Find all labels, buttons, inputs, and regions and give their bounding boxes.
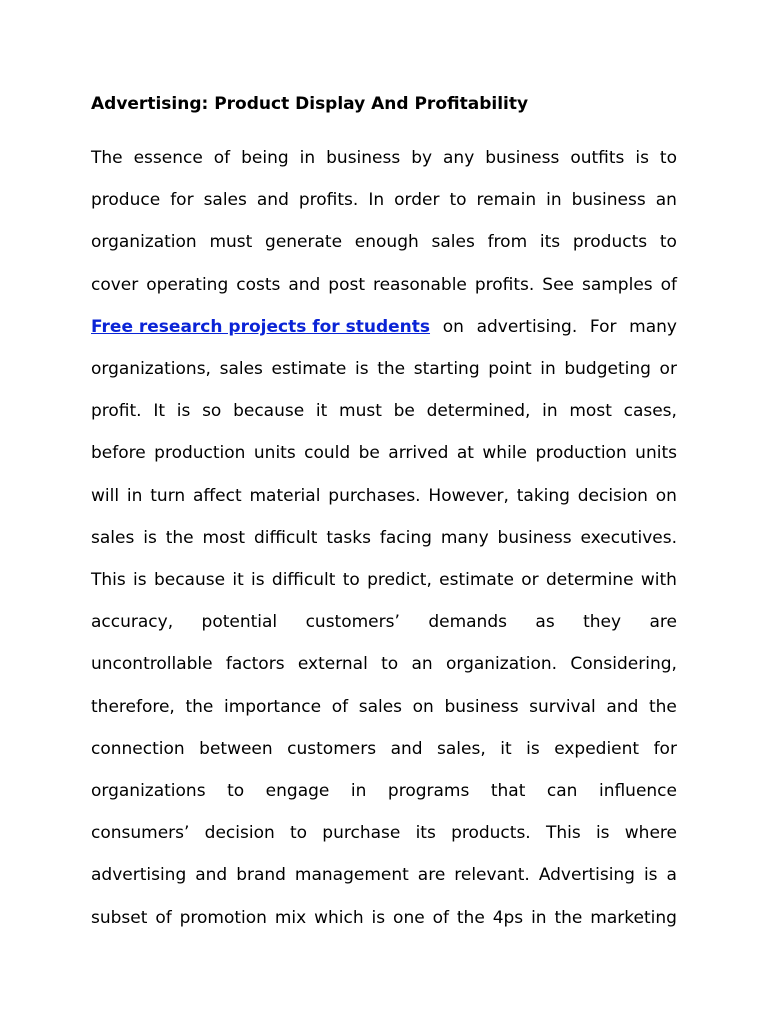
word: to bbox=[342, 570, 360, 590]
word: will bbox=[91, 485, 120, 506]
word: many bbox=[440, 527, 489, 548]
word: outfits bbox=[570, 148, 625, 168]
word: uncontrollable bbox=[91, 654, 213, 675]
word: most bbox=[202, 527, 246, 548]
word: business bbox=[571, 190, 646, 211]
word: being bbox=[241, 148, 289, 168]
word: products bbox=[572, 232, 648, 253]
word: is bbox=[643, 865, 658, 886]
word: on bbox=[655, 485, 677, 506]
word: profits. bbox=[298, 190, 359, 211]
word: taking bbox=[516, 485, 570, 506]
word: is bbox=[635, 148, 649, 168]
text-line bbox=[91, 357, 677, 381]
word: the bbox=[554, 907, 583, 928]
word: determined, bbox=[426, 401, 531, 422]
word: units bbox=[635, 443, 677, 464]
word: that bbox=[490, 781, 526, 801]
word: the bbox=[456, 907, 485, 928]
word: be bbox=[393, 401, 415, 422]
word: determine bbox=[545, 570, 634, 590]
word: while bbox=[482, 443, 527, 464]
word: turn bbox=[150, 485, 186, 506]
word: could bbox=[304, 443, 351, 464]
word: purchases. bbox=[328, 485, 421, 506]
word: is bbox=[354, 359, 369, 379]
word: organizations bbox=[91, 781, 206, 801]
word: can bbox=[546, 781, 578, 801]
word: products. bbox=[451, 823, 531, 844]
word: a bbox=[666, 865, 677, 886]
word: are bbox=[649, 612, 677, 633]
word: it bbox=[232, 570, 244, 590]
word: predict, bbox=[367, 570, 432, 590]
document-title: Advertising: Product Display And Profitability bbox=[91, 94, 529, 114]
word: in bbox=[299, 148, 316, 168]
word: facing bbox=[379, 527, 432, 548]
word: in bbox=[350, 781, 367, 801]
word: and bbox=[256, 190, 289, 211]
word: to bbox=[659, 148, 677, 168]
word: of bbox=[660, 274, 677, 295]
word: profit. bbox=[91, 401, 142, 422]
text-line bbox=[91, 737, 677, 761]
word: of bbox=[331, 696, 349, 717]
word: organization bbox=[91, 232, 197, 253]
text-line bbox=[91, 610, 677, 634]
word: advertising bbox=[91, 865, 187, 886]
word: subset bbox=[91, 907, 148, 928]
word: The bbox=[91, 148, 123, 168]
word: they bbox=[583, 612, 622, 633]
word: and bbox=[390, 738, 423, 759]
word: on bbox=[442, 316, 464, 337]
word: is bbox=[595, 823, 610, 844]
word: estimate bbox=[271, 359, 347, 379]
word: to bbox=[381, 654, 399, 675]
word: many bbox=[629, 316, 677, 337]
word: Advertising bbox=[538, 865, 635, 886]
word: or bbox=[659, 359, 677, 379]
word: purchase bbox=[322, 823, 401, 844]
word: external bbox=[297, 654, 368, 675]
text-line bbox=[91, 188, 677, 212]
word: point bbox=[488, 359, 532, 379]
word: It bbox=[153, 401, 166, 422]
word: customers’ bbox=[305, 612, 400, 633]
word: is bbox=[251, 570, 265, 590]
word: or bbox=[521, 570, 539, 590]
word: mix bbox=[274, 907, 307, 928]
word: post bbox=[328, 274, 365, 295]
word: for bbox=[170, 190, 194, 211]
text-line bbox=[91, 441, 677, 465]
word: promotion bbox=[179, 907, 267, 928]
word: must bbox=[209, 232, 253, 253]
word: enough bbox=[354, 232, 419, 253]
word: to bbox=[659, 232, 677, 253]
word: the bbox=[165, 527, 194, 548]
word: However, bbox=[428, 485, 509, 506]
word: Considering, bbox=[570, 654, 677, 675]
word: difficult bbox=[253, 527, 318, 548]
word: generate bbox=[265, 232, 343, 253]
word: which bbox=[314, 907, 364, 928]
word: advertising. bbox=[476, 316, 578, 337]
word: its bbox=[539, 232, 561, 253]
word: its bbox=[415, 823, 436, 844]
word: as bbox=[535, 612, 555, 633]
word: cover bbox=[91, 274, 139, 295]
text-line bbox=[91, 230, 677, 254]
word: 4ps bbox=[492, 907, 524, 928]
word: estimate bbox=[439, 570, 514, 590]
word: In bbox=[368, 190, 385, 211]
word: any bbox=[443, 148, 475, 168]
word: engage bbox=[265, 781, 330, 801]
word: potential bbox=[201, 612, 278, 633]
word: in bbox=[546, 190, 562, 211]
word: operating bbox=[146, 274, 229, 295]
word: where bbox=[624, 823, 677, 844]
text-line bbox=[91, 906, 677, 930]
word: be bbox=[358, 443, 380, 464]
word: accuracy, bbox=[91, 612, 174, 633]
word: before bbox=[91, 443, 146, 464]
word: is bbox=[371, 907, 386, 928]
word: one bbox=[393, 907, 425, 928]
word: starting bbox=[413, 359, 480, 379]
word: sales, bbox=[437, 738, 486, 759]
word: it bbox=[315, 401, 328, 422]
word: For bbox=[589, 316, 617, 337]
word: in bbox=[531, 907, 547, 928]
word: sales bbox=[203, 190, 247, 211]
word: produce bbox=[91, 190, 161, 211]
word: brand bbox=[236, 865, 286, 886]
word: production bbox=[535, 443, 627, 464]
word: is bbox=[143, 527, 157, 548]
word: are bbox=[417, 865, 446, 886]
word: in bbox=[540, 359, 556, 379]
word: so bbox=[202, 401, 222, 422]
word: an bbox=[655, 190, 677, 211]
word: remain bbox=[476, 190, 537, 211]
word: on bbox=[412, 696, 434, 717]
word: business bbox=[497, 527, 572, 548]
word: from bbox=[487, 232, 528, 253]
word: cases, bbox=[623, 401, 677, 422]
word: is bbox=[526, 738, 540, 759]
word: survival bbox=[529, 696, 596, 717]
text-line bbox=[91, 652, 677, 676]
text-line bbox=[91, 779, 677, 803]
word: of bbox=[213, 148, 231, 168]
word: connection bbox=[91, 738, 185, 759]
word: to bbox=[289, 823, 308, 844]
word: marketing bbox=[590, 907, 677, 928]
word: between bbox=[199, 738, 273, 759]
word: samples bbox=[581, 274, 653, 295]
text-line bbox=[91, 484, 677, 508]
word: in bbox=[542, 401, 558, 422]
word: relevant. bbox=[454, 865, 530, 886]
word: to bbox=[227, 781, 245, 801]
word: therefore, bbox=[91, 696, 175, 717]
word: of bbox=[155, 907, 172, 928]
word: profits. bbox=[474, 274, 535, 295]
word: order bbox=[394, 190, 440, 211]
word: it bbox=[500, 738, 512, 759]
word: factors bbox=[225, 654, 285, 675]
word: must bbox=[339, 401, 382, 422]
word: business bbox=[485, 148, 560, 168]
word: and bbox=[195, 865, 228, 886]
word: decision bbox=[577, 485, 648, 506]
text-line bbox=[91, 863, 677, 887]
word: management bbox=[294, 865, 409, 886]
word: and bbox=[288, 274, 321, 295]
word: tasks bbox=[326, 527, 371, 548]
word: business bbox=[444, 696, 519, 717]
word: sales bbox=[431, 232, 475, 253]
word: This bbox=[545, 823, 581, 844]
word: business bbox=[326, 148, 401, 168]
word: consumers’ bbox=[91, 823, 190, 844]
word: because bbox=[153, 570, 226, 590]
word: by bbox=[411, 148, 433, 168]
word: and bbox=[606, 696, 639, 717]
word: reasonable bbox=[372, 274, 467, 295]
word: expedient bbox=[554, 738, 640, 759]
word: production bbox=[154, 443, 246, 464]
text-line bbox=[91, 568, 677, 592]
word: difficult bbox=[271, 570, 336, 590]
word: is bbox=[133, 570, 147, 590]
word: at bbox=[456, 443, 474, 464]
word: the bbox=[648, 696, 677, 717]
word: costs bbox=[236, 274, 281, 295]
text-line bbox=[91, 821, 677, 845]
word: organization. bbox=[445, 654, 558, 675]
word: organizations, bbox=[91, 359, 211, 379]
word: executives. bbox=[580, 527, 677, 548]
word: material bbox=[249, 485, 321, 506]
word: in bbox=[126, 485, 143, 506]
text-line bbox=[91, 273, 677, 297]
research-projects-link[interactable]: Free research projects for students bbox=[91, 316, 431, 337]
word: for bbox=[653, 738, 677, 759]
text-line bbox=[91, 146, 677, 170]
word: is bbox=[176, 401, 191, 422]
word: an bbox=[411, 654, 433, 675]
word: influence bbox=[598, 781, 677, 801]
word: importance bbox=[223, 696, 322, 717]
word: decision bbox=[204, 823, 275, 844]
word: customers bbox=[287, 738, 377, 759]
word: to bbox=[449, 190, 467, 211]
word: sales bbox=[91, 527, 135, 548]
word: the bbox=[377, 359, 406, 379]
word: See bbox=[542, 274, 574, 295]
text-line bbox=[91, 526, 677, 550]
word: sales bbox=[219, 359, 263, 379]
word: units bbox=[253, 443, 296, 464]
word: the bbox=[185, 696, 214, 717]
word: sales bbox=[358, 696, 403, 717]
text-line bbox=[91, 315, 677, 339]
word: budgeting bbox=[564, 359, 651, 379]
word: because bbox=[233, 401, 305, 422]
word: with bbox=[640, 570, 677, 590]
text-line bbox=[91, 695, 677, 719]
word: of bbox=[432, 907, 449, 928]
word: most bbox=[569, 401, 612, 422]
word: affect bbox=[193, 485, 242, 506]
text-line bbox=[91, 399, 677, 423]
word: essence bbox=[133, 148, 203, 168]
word: programs bbox=[387, 781, 470, 801]
word: demands bbox=[428, 612, 507, 633]
word: This bbox=[91, 570, 126, 590]
word: arrived bbox=[388, 443, 449, 464]
